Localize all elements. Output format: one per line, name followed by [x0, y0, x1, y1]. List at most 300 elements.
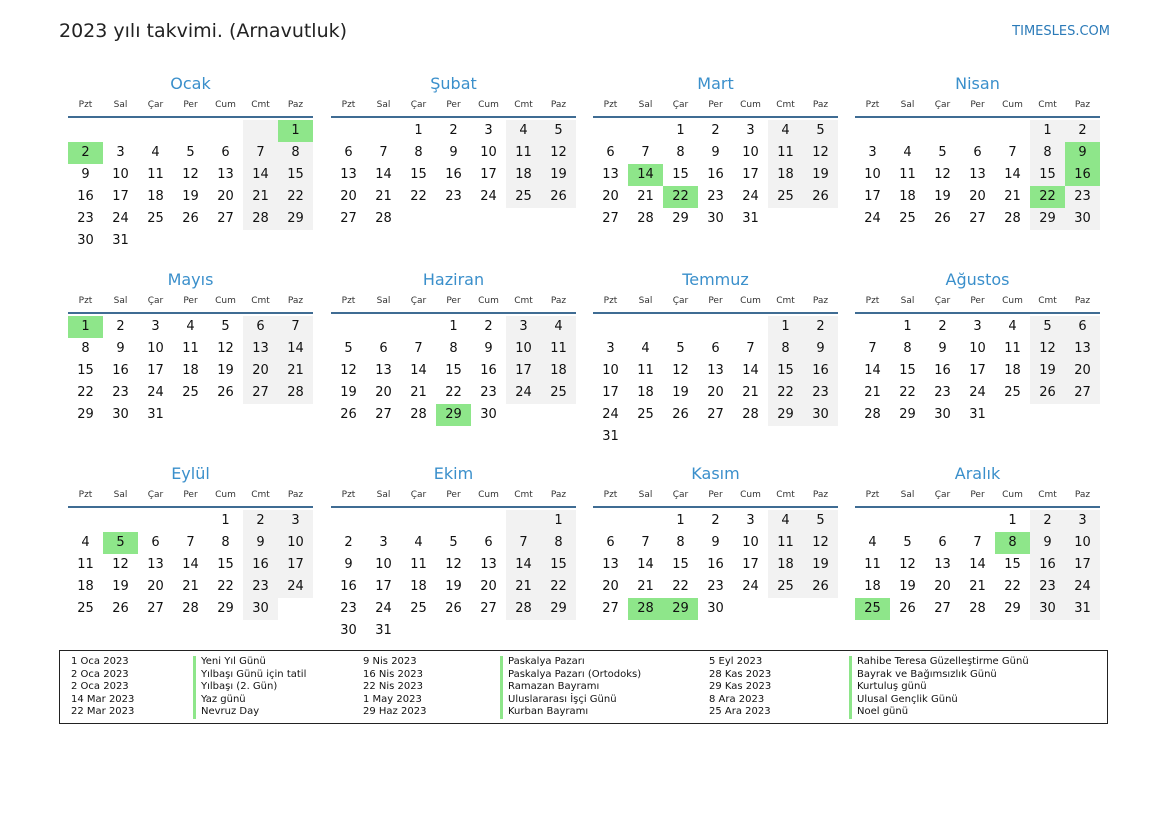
day-cell: 22 — [672, 579, 689, 594]
weekday-label: Çar — [672, 100, 689, 110]
day-cell: 16 — [77, 189, 94, 204]
empty-cell — [593, 316, 628, 338]
day-cell: 19 — [217, 363, 234, 378]
day-grid — [593, 510, 838, 620]
legend-date: 1 Oca 2023 — [71, 656, 129, 667]
day-cell: 22 — [278, 186, 313, 208]
day-cell: 21 — [1004, 189, 1021, 204]
legend-date: 29 Haz 2023 — [363, 706, 427, 718]
day-cell: 9 — [116, 341, 125, 356]
day-cell: 29 — [217, 601, 234, 616]
day-cell: 26 — [445, 601, 462, 616]
day-cell: 18 — [182, 363, 199, 378]
day-cell: 10 — [480, 145, 497, 160]
day-cell: 2 — [243, 510, 278, 532]
day-cell: 11 — [768, 142, 803, 164]
day-cell: 20 — [602, 579, 619, 594]
legend-holiday-name: Bayrak ve Bağımsızlık Günü — [849, 669, 1029, 682]
day-cell: 28 — [742, 407, 759, 422]
day-cell: 10 — [112, 167, 129, 182]
day-cell: 21 — [182, 579, 199, 594]
weekday-label: Çar — [147, 100, 164, 110]
day-cell: 4 — [868, 535, 877, 550]
weekday-header — [68, 98, 313, 118]
day-cell: 23 — [77, 211, 94, 226]
weekday-label: Sal — [376, 296, 391, 306]
day-cell: 12 — [899, 557, 916, 572]
day-cell: 8 — [278, 142, 313, 164]
day-cell: 30 — [707, 211, 724, 226]
day-cell: 24 — [506, 382, 541, 404]
day-cell: 11 — [77, 557, 94, 572]
day-cell: 22 — [899, 385, 916, 400]
day-cell: 20 — [243, 360, 278, 382]
empty-cell — [628, 316, 663, 338]
day-cell: 25 — [410, 601, 427, 616]
day-cell: 28 — [278, 382, 313, 404]
day-cell: 28 — [628, 598, 663, 620]
month-block — [68, 462, 313, 620]
day-cell: 22 — [663, 186, 698, 208]
day-cell: 26 — [182, 211, 199, 226]
empty-cell — [103, 120, 138, 142]
day-cell: 7 — [746, 341, 755, 356]
day-grid — [855, 120, 1100, 230]
day-grid — [331, 316, 576, 426]
day-cell: 10 — [147, 341, 164, 356]
empty-cell — [401, 316, 436, 338]
day-cell: 10 — [278, 532, 313, 554]
day-cell: 24 — [1065, 576, 1100, 598]
day-cell: 29 — [663, 598, 698, 620]
legend-date: 28 Kas 2023 — [709, 668, 772, 680]
day-cell: 9 — [938, 341, 947, 356]
day-cell: 20 — [340, 189, 357, 204]
day-cell: 27 — [375, 407, 392, 422]
day-cell: 28 — [243, 208, 278, 230]
month-block — [68, 72, 313, 252]
weekday-label: Çar — [147, 490, 164, 500]
day-cell: 31 — [147, 407, 164, 422]
day-cell: 2 — [449, 123, 458, 138]
day-cell: 29 — [899, 407, 916, 422]
day-cell: 7 — [506, 532, 541, 554]
weekday-label: Paz — [812, 490, 829, 500]
weekday-label: Paz — [550, 490, 567, 500]
day-cell: 19 — [182, 189, 199, 204]
day-cell: 31 — [969, 407, 986, 422]
weekday-label: Cum — [478, 100, 499, 110]
day-cell: 19 — [803, 164, 838, 186]
site-link[interactable]: TIMESLES.COM — [1012, 24, 1110, 39]
day-cell: 5 — [344, 341, 353, 356]
day-cell: 18 — [864, 579, 881, 594]
month-block — [331, 268, 576, 426]
day-cell: 4 — [186, 319, 195, 334]
day-cell: 14 — [1004, 167, 1021, 182]
day-cell: 8 — [541, 532, 576, 554]
empty-cell — [855, 120, 890, 142]
day-cell: 27 — [969, 211, 986, 226]
day-cell: 25 — [768, 186, 803, 208]
weekday-label: Cum — [740, 490, 761, 500]
day-cell: 28 — [410, 407, 427, 422]
day-cell: 26 — [340, 407, 357, 422]
legend-holiday-name: Yılbaşı (2. Gün) — [193, 681, 306, 694]
day-cell: 11 — [147, 167, 164, 182]
weekday-label: Cum — [215, 296, 236, 306]
day-cell: 12 — [112, 557, 129, 572]
day-cell: 25 — [541, 382, 576, 404]
weekday-label: Çar — [672, 490, 689, 500]
day-cell: 2 — [484, 319, 493, 334]
legend-date: 22 Mar 2023 — [71, 706, 135, 718]
day-cell: 14 — [628, 164, 663, 186]
empty-cell — [890, 120, 925, 142]
day-cell: 2 — [116, 319, 125, 334]
day-cell: 5 — [186, 145, 195, 160]
empty-cell — [103, 510, 138, 532]
day-cell: 15 — [672, 167, 689, 182]
day-cell: 5 — [1030, 316, 1065, 338]
day-cell: 19 — [803, 554, 838, 576]
day-cell: 25 — [182, 385, 199, 400]
legend-holiday-name: Yeni Yıl Günü — [193, 656, 306, 669]
empty-cell — [855, 316, 890, 338]
day-cell: 23 — [112, 385, 129, 400]
legend-holiday-name: Yaz günü — [193, 694, 306, 707]
day-grid — [68, 510, 313, 620]
weekday-label: Cmt — [514, 100, 533, 110]
weekday-label: Cum — [1002, 100, 1023, 110]
day-cell: 12 — [217, 341, 234, 356]
day-cell: 19 — [445, 579, 462, 594]
day-cell: 14 — [278, 338, 313, 360]
day-cell: 5 — [938, 145, 947, 160]
day-cell: 21 — [506, 576, 541, 598]
day-cell: 24 — [742, 579, 759, 594]
day-cell: 21 — [243, 186, 278, 208]
weekday-label: Sal — [376, 490, 391, 500]
day-cell: 17 — [969, 363, 986, 378]
day-cell: 26 — [803, 186, 838, 208]
day-cell: 5 — [903, 535, 912, 550]
day-cell: 25 — [855, 598, 890, 620]
day-cell: 13 — [480, 557, 497, 572]
legend-holiday-name: Ramazan Bayramı — [500, 681, 641, 694]
day-cell: 13 — [1065, 338, 1100, 360]
weekday-label: Paz — [287, 100, 304, 110]
empty-cell — [698, 316, 733, 338]
day-cell: 7 — [868, 341, 877, 356]
day-cell: 10 — [742, 535, 759, 550]
weekday-label: Per — [446, 100, 461, 110]
legend-holiday-name: Paskalya Pazarı (Ortodoks) — [500, 669, 641, 682]
day-cell: 6 — [1065, 316, 1100, 338]
day-cell: 18 — [77, 579, 94, 594]
day-cell: 8 — [414, 145, 423, 160]
legend-date: 29 Kas 2023 — [709, 681, 772, 693]
day-cell: 26 — [899, 601, 916, 616]
day-cell: 2 — [938, 319, 947, 334]
weekday-label: Çar — [410, 490, 427, 500]
day-cell: 27 — [147, 601, 164, 616]
day-cell: 29 — [768, 404, 803, 426]
day-cell: 4 — [768, 510, 803, 532]
weekday-header — [855, 294, 1100, 314]
day-cell: 26 — [112, 601, 129, 616]
day-cell: 15 — [278, 164, 313, 186]
day-cell: 8 — [676, 145, 685, 160]
day-cell: 1 — [1030, 120, 1065, 142]
day-cell: 6 — [151, 535, 160, 550]
day-cell: 25 — [637, 407, 654, 422]
day-cell: 27 — [243, 382, 278, 404]
day-cell: 23 — [1030, 576, 1065, 598]
weekday-label: Paz — [550, 100, 567, 110]
day-cell: 21 — [410, 385, 427, 400]
month-block — [593, 72, 838, 230]
legend-holiday-name: Yılbaşı Günü için tatil — [193, 669, 306, 682]
empty-cell — [173, 120, 208, 142]
empty-cell — [331, 510, 366, 532]
day-cell: 15 — [672, 557, 689, 572]
month-block — [855, 462, 1100, 620]
day-cell: 17 — [742, 557, 759, 572]
day-cell: 28 — [637, 211, 654, 226]
day-cell: 1 — [676, 513, 685, 528]
day-cell: 7 — [243, 142, 278, 164]
day-cell: 1 — [414, 123, 423, 138]
day-cell: 14 — [410, 363, 427, 378]
empty-cell — [855, 510, 890, 532]
legend-dates — [363, 656, 426, 719]
weekday-label: Pzt — [341, 100, 356, 110]
weekday-label: Sal — [638, 296, 653, 306]
day-cell: 11 — [506, 142, 541, 164]
day-cell: 26 — [934, 211, 951, 226]
empty-cell — [68, 510, 103, 532]
weekday-label: Per — [708, 490, 723, 500]
day-cell: 23 — [340, 601, 357, 616]
weekday-label: Per — [970, 490, 985, 500]
day-cell: 12 — [340, 363, 357, 378]
month-name: Mart — [697, 74, 734, 93]
day-cell: 4 — [414, 535, 423, 550]
day-cell: 15 — [899, 363, 916, 378]
day-cell: 12 — [672, 363, 689, 378]
empty-cell — [401, 510, 436, 532]
empty-cell — [331, 120, 366, 142]
empty-cell — [366, 120, 401, 142]
day-cell: 6 — [243, 316, 278, 338]
day-cell: 16 — [803, 360, 838, 382]
day-cell: 2 — [344, 535, 353, 550]
day-cell: 7 — [973, 535, 982, 550]
day-cell: 24 — [969, 385, 986, 400]
weekday-label: Paz — [550, 296, 567, 306]
day-cell: 29 — [1030, 208, 1065, 230]
day-cell: 4 — [151, 145, 160, 160]
empty-cell — [960, 120, 995, 142]
page-title: 2023 yılı takvimi. (Arnavutluk) — [59, 20, 348, 42]
day-cell: 23 — [707, 189, 724, 204]
day-cell: 16 — [340, 579, 357, 594]
weekday-label: Cum — [1002, 490, 1023, 500]
day-cell: 11 — [182, 341, 199, 356]
legend-dates — [71, 656, 134, 719]
day-cell: 3 — [746, 513, 755, 528]
weekday-label: Cmt — [1038, 100, 1057, 110]
day-grid — [855, 510, 1100, 620]
day-cell: 9 — [803, 338, 838, 360]
day-cell: 28 — [182, 601, 199, 616]
day-cell: 12 — [541, 142, 576, 164]
day-cell: 30 — [707, 601, 724, 616]
legend-date: 16 Nis 2023 — [363, 668, 423, 680]
day-cell: 28 — [1004, 211, 1021, 226]
day-cell: 30 — [480, 407, 497, 422]
day-cell: 16 — [934, 363, 951, 378]
day-cell: 3 — [746, 123, 755, 138]
day-cell: 15 — [217, 557, 234, 572]
day-cell: 6 — [606, 145, 615, 160]
day-cell: 25 — [768, 576, 803, 598]
day-cell: 15 — [77, 363, 94, 378]
day-cell: 25 — [147, 211, 164, 226]
day-cell: 9 — [1065, 142, 1100, 164]
day-cell: 18 — [147, 189, 164, 204]
month-block — [593, 462, 838, 620]
weekday-label: Paz — [287, 490, 304, 500]
day-cell: 19 — [934, 189, 951, 204]
weekday-label: Paz — [812, 100, 829, 110]
day-cell: 13 — [340, 167, 357, 182]
day-cell: 13 — [375, 363, 392, 378]
day-cell: 5 — [803, 120, 838, 142]
day-cell: 21 — [637, 579, 654, 594]
day-cell: 11 — [410, 557, 427, 572]
weekday-label: Cum — [1002, 296, 1023, 306]
day-cell: 20 — [969, 189, 986, 204]
day-cell: 16 — [1065, 164, 1100, 186]
weekday-label: Pzt — [341, 296, 356, 306]
day-cell: 30 — [803, 404, 838, 426]
day-cell: 18 — [637, 385, 654, 400]
day-cell: 26 — [803, 576, 838, 598]
day-cell: 30 — [1030, 598, 1065, 620]
weekday-label: Per — [183, 490, 198, 500]
empty-cell — [366, 316, 401, 338]
weekday-header — [855, 488, 1100, 508]
day-cell: 9 — [711, 535, 720, 550]
weekday-label: Cmt — [251, 490, 270, 500]
weekday-label: Sal — [376, 100, 391, 110]
month-name: Nisan — [955, 74, 1000, 93]
legend-dates — [709, 656, 771, 719]
day-cell: 20 — [602, 189, 619, 204]
day-cell: 16 — [112, 363, 129, 378]
weekday-label: Cmt — [776, 490, 795, 500]
day-cell: 29 — [77, 407, 94, 422]
day-cell: 5 — [676, 341, 685, 356]
day-cell: 20 — [375, 385, 392, 400]
month-block — [855, 72, 1100, 230]
month-block — [331, 462, 576, 642]
day-cell: 11 — [864, 557, 881, 572]
day-cell: 17 — [375, 579, 392, 594]
day-cell: 14 — [864, 363, 881, 378]
legend-date: 5 Eyl 2023 — [709, 656, 763, 667]
weekday-label: Pzt — [78, 490, 93, 500]
weekday-label: Per — [446, 490, 461, 500]
day-grid — [68, 120, 313, 252]
day-cell: 1 — [449, 319, 458, 334]
day-cell: 28 — [506, 598, 541, 620]
day-cell: 16 — [707, 167, 724, 182]
day-cell: 1 — [676, 123, 685, 138]
day-cell: 20 — [707, 385, 724, 400]
day-cell: 8 — [81, 341, 90, 356]
day-cell: 12 — [934, 167, 951, 182]
day-cell: 6 — [711, 341, 720, 356]
day-cell: 26 — [1030, 382, 1065, 404]
day-cell: 23 — [445, 189, 462, 204]
day-cell: 15 — [410, 167, 427, 182]
day-cell: 23 — [707, 579, 724, 594]
day-cell: 3 — [973, 319, 982, 334]
weekday-label: Pzt — [865, 296, 880, 306]
day-cell: 22 — [445, 385, 462, 400]
day-cell: 22 — [77, 385, 94, 400]
day-cell: 4 — [641, 341, 650, 356]
day-cell: 26 — [541, 186, 576, 208]
weekday-label: Çar — [147, 296, 164, 306]
day-cell: 20 — [1065, 360, 1100, 382]
weekday-label: Per — [446, 296, 461, 306]
weekday-label: Pzt — [865, 490, 880, 500]
day-cell: 13 — [707, 363, 724, 378]
legend-holiday-name: Noel günü — [849, 706, 1029, 719]
weekday-label: Sal — [900, 490, 915, 500]
day-cell: 6 — [938, 535, 947, 550]
day-cell: 7 — [186, 535, 195, 550]
weekday-label: Cmt — [776, 100, 795, 110]
day-cell: 17 — [480, 167, 497, 182]
day-cell: 29 — [1004, 601, 1021, 616]
day-cell: 5 — [221, 319, 230, 334]
weekday-label: Pzt — [78, 100, 93, 110]
day-cell: 6 — [973, 145, 982, 160]
month-name: Şubat — [430, 74, 477, 93]
day-grid — [331, 510, 576, 642]
weekday-label: Cmt — [251, 100, 270, 110]
day-cell: 18 — [506, 164, 541, 186]
day-cell: 9 — [711, 145, 720, 160]
day-cell: 2 — [803, 316, 838, 338]
day-cell: 4 — [1008, 319, 1017, 334]
day-cell: 10 — [969, 341, 986, 356]
day-cell: 7 — [1008, 145, 1017, 160]
day-cell: 29 — [672, 211, 689, 226]
day-cell: 14 — [742, 363, 759, 378]
month-name: Ocak — [170, 74, 211, 93]
month-name: Eylül — [171, 464, 210, 483]
month-block — [593, 268, 838, 448]
day-cell: 3 — [116, 145, 125, 160]
day-cell: 30 — [1065, 208, 1100, 230]
month-block — [331, 72, 576, 230]
